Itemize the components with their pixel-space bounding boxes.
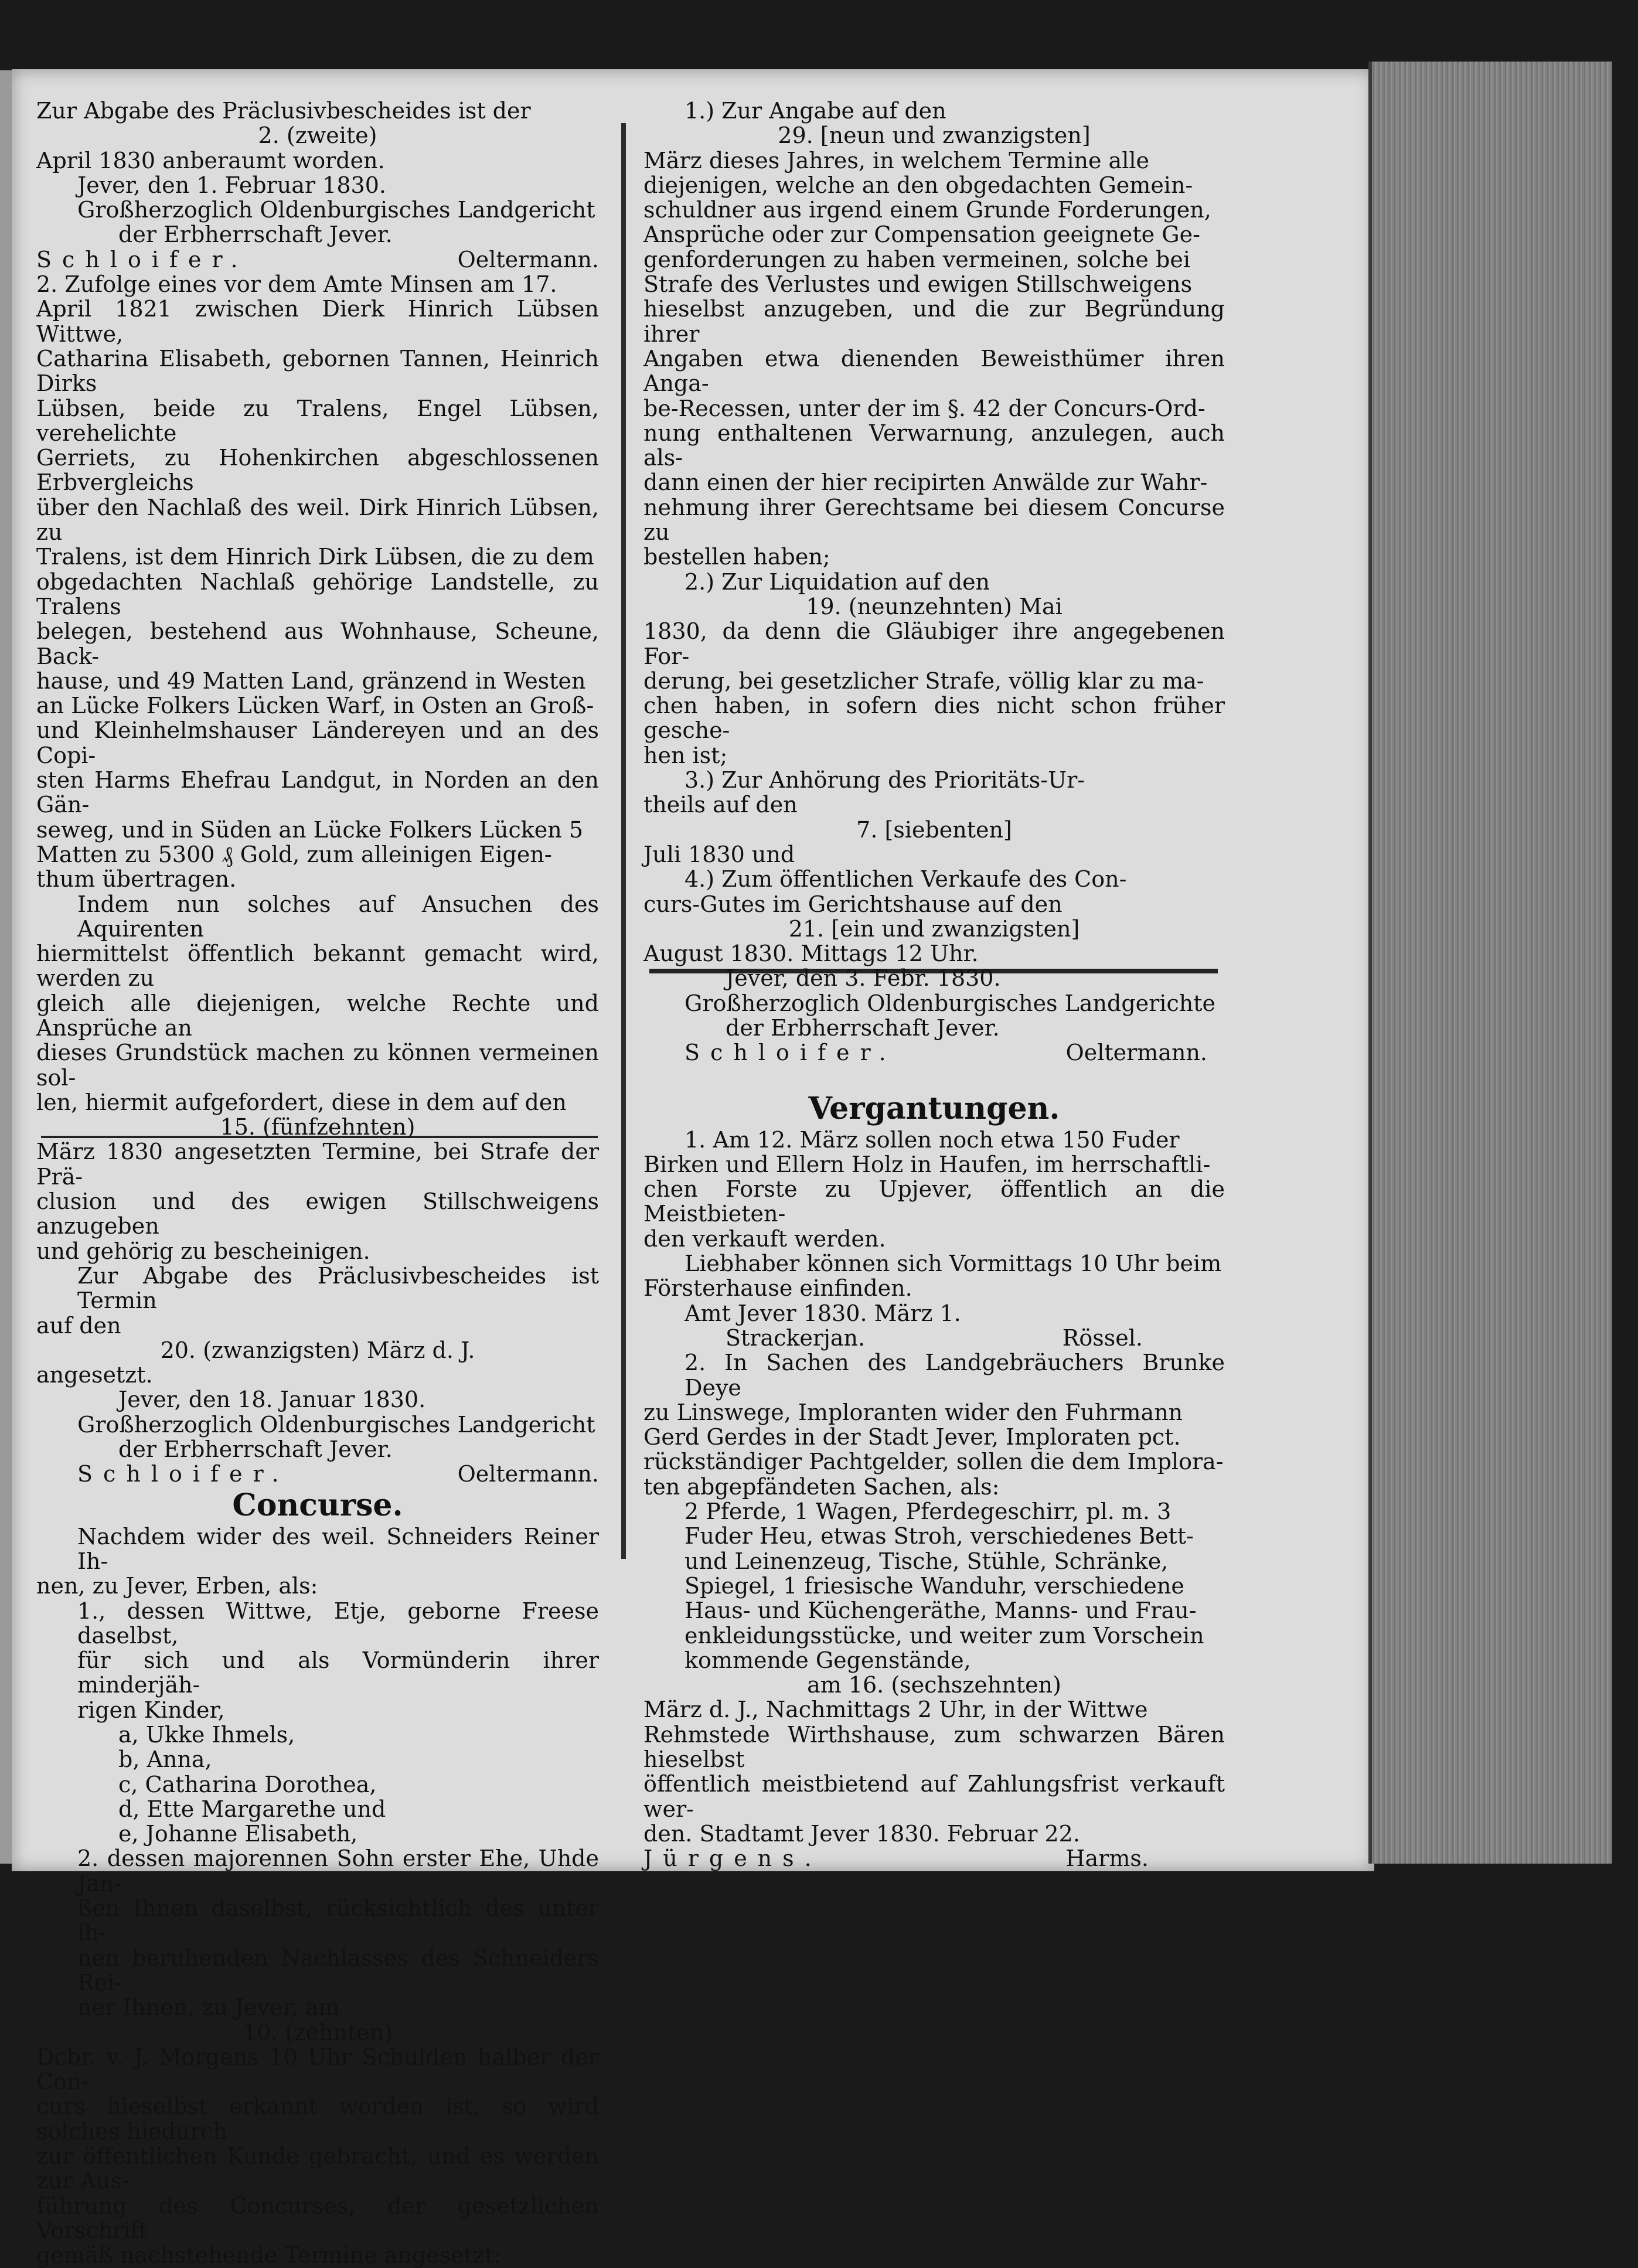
court-name: Großherzoglich Oldenburgisches Landgericht [77, 1411, 595, 1438]
text-line: thum übertragen. [36, 866, 237, 893]
list-item: e, Johanne Elisabeth, [118, 1821, 358, 1847]
signature: Rössel. [1062, 1324, 1143, 1351]
list-item: b, Anna, [118, 1746, 212, 1773]
text-line: 1.) Zur Angabe auf den [685, 98, 946, 124]
court-name: Großherzoglich Oldenburgisches Landgerichte [685, 990, 1215, 1016]
place-date: den. Stadtamt Jever 1830. Februar 22. [643, 1820, 1080, 1847]
text-line: öffentlich meistbietend auf Zahlungsfrist verkauft wer- [643, 1771, 1225, 1822]
text-line: Matten zu 5300 ₰ Gold, zum alleinigen Eigen- [36, 841, 552, 867]
text-line: März d. J., Nachmittags 2 Uhr, in der Wittwe [643, 1697, 1148, 1723]
signatures [36, 1462, 599, 1486]
text-line: zu Linswege, Imploranten wider den Fuhrmann [643, 1399, 1183, 1425]
text-line: Lübsen, beide zu Tralens, Engel Lübsen, verehelichte [36, 395, 599, 446]
text-line: curs-Gutes im Gerichtshause auf den [643, 891, 1063, 917]
left-column [36, 98, 599, 2268]
text-line: Indem nun solches auf Ansuchen des Aquirenten [77, 891, 599, 942]
signature: Oeltermann. [457, 246, 599, 273]
list-item: c, Catharina Dorothea, [118, 1771, 377, 1797]
text-line: 1. Am 12. März sollen noch etwa 150 Fuder [685, 1126, 1180, 1153]
text-line: be-Recessen, unter der im §. 42 der Concurs-Ord- [643, 395, 1205, 421]
column-rule [621, 123, 626, 1559]
signatures [643, 1326, 1225, 1350]
list-item: nen beruhenden Nachlasses des Schneiders Rei- [77, 1945, 599, 1995]
text-line: theils auf den [643, 792, 798, 818]
text-line: Juli 1830 und [643, 841, 795, 867]
signature: Schloifer. [77, 1461, 290, 1487]
list-item: für sich und als Vormünderin ihrer minderjäh- [77, 1647, 599, 1698]
text-line: Zur Abgabe des Präclusivbescheides ist der [36, 98, 531, 124]
list-item: a, Ukke Ihmels, [118, 1722, 295, 1748]
text-line: nehmung ihrer Gerechtsame bei diesem Concurse zu [643, 494, 1225, 546]
text-line: 2. In Sachen des Landgebräuchers Brunke Deye [685, 1350, 1225, 1401]
text-line: hiermittelst öffentlich bekannt gemacht wird, werden zu [36, 941, 599, 992]
court-name: der Erbherrschaft Jever. [118, 1436, 393, 1463]
text-line: Angaben etwa dienenden Beweisthümer ihren Anga- [643, 345, 1225, 397]
signature: Jürgens. [643, 1845, 822, 1872]
text-line: bestellen haben; [643, 544, 830, 570]
place-date: Jever, den 18. Januar 1830. [118, 1387, 426, 1413]
text-line: belegen, bestehend aus Wohnhause, Scheune, Back- [36, 618, 599, 669]
signature: Schloifer. [36, 246, 248, 273]
text-line: an Lücke Folkers Lücken Warf, in Osten an Groß- [36, 693, 594, 719]
text-line: März dieses Jahres, in welchem Termine alle [643, 147, 1149, 173]
list-item: rigen Kinder, [77, 1697, 225, 1723]
text-line: Haus- und Küchengeräthe, Manns- und Frau- [685, 1598, 1197, 1624]
text-line: Ansprüche oder zur Compensation geeignete Ge- [643, 222, 1200, 248]
signature: Strackerjan. [726, 1324, 866, 1351]
date-line: am 16. (sechszehnten) [807, 1672, 1061, 1698]
date-line: 10. (zehnten) [243, 2019, 393, 2045]
text-line: Tralens, ist dem Hinrich Dirk Lübsen, die zu dem [36, 544, 594, 570]
signature: Harms. [1065, 1845, 1149, 1872]
text-line: 1830, da denn die Gläubiger ihre angegebenen For- [643, 618, 1225, 669]
text-line: den verkauft werden. [643, 1225, 886, 1252]
text-line: Nachdem wider des weil. Schneiders Reiner Ih- [77, 1523, 599, 1574]
text-line: dieses Grundstück machen zu können vermeinen sol- [36, 1040, 599, 1091]
text-line: hen ist; [643, 742, 728, 768]
date-line: 15. (fünfzehnten) [220, 1114, 416, 1140]
text-line: genforderungen zu haben vermeinen, solche bei [643, 246, 1190, 273]
text-line: dann einen der hier recipirten Anwälde zur Wahr- [643, 469, 1208, 496]
text-line: nung enthaltenen Verwarnung, anzulegen, auch als- [643, 420, 1225, 471]
text-line: schuldner aus irgend einem Grunde Forderungen, [643, 197, 1211, 223]
date-line: 20. (zwanzigsten) März d. J. [160, 1337, 475, 1363]
text-line: und Leinenzeug, Tische, Stühle, Schränke, [685, 1548, 1169, 1574]
text-line: Strafe des Verlustes und ewigen Stillschweigens [643, 271, 1193, 298]
signature: Oeltermann. [1065, 1040, 1207, 1066]
court-name: Großherzoglich Oldenburgisches Landgericht [77, 197, 595, 223]
text-line: 4.) Zum öffentlichen Verkaufe des Con- [685, 866, 1127, 893]
signature: Schloifer. [685, 1040, 897, 1066]
text-line: len, hiermit aufgefordert, diese in dem auf den [36, 1089, 567, 1115]
text-line: sten Harms Ehefrau Landgut, in Norden an den Gän- [36, 767, 599, 818]
court-name: der Erbherrschaft Jever. [726, 1014, 1000, 1041]
text-line: gemäß nachstehende Termine angesetzt: [36, 2242, 502, 2268]
date-line: 21. [ein und zwanzigsten] [788, 915, 1080, 942]
text-line: diejenigen, welche an den obgedachten Gemein- [643, 172, 1193, 198]
text-line: März 1830 angesetzten Termine, bei Strafe der Prä- [36, 1139, 599, 1190]
text-line: Försterhause einfinden. [643, 1275, 912, 1302]
text-line: Rehmstede Wirthshause, zum schwarzen Bären hieselbst [643, 1721, 1225, 1772]
text-line: nen, zu Jever, Erben, als: [36, 1573, 318, 1599]
text-line: Zur Abgabe des Präclusivbescheides ist Termin [77, 1262, 599, 1314]
text-line: und Kleinhelmshauser Ländereyen und an des Copi- [36, 717, 599, 768]
section-heading: Concurse. [232, 1487, 403, 1523]
signature: Oeltermann. [457, 1461, 599, 1487]
text-line: obgedachten Nachlaß gehörige Landstelle, zu Tralens [36, 568, 599, 619]
place-date: Jever, den 3. Febr. 1830. [726, 965, 1001, 992]
text-line: chen Forste zu Upjever, öffentlich an die Meistbieten- [643, 1176, 1225, 1227]
text-line: Catharina Elisabeth, gebornen Tannen, Heinrich Dirks [36, 345, 599, 397]
list-item: 1., dessen Wittwe, Etje, geborne Freese daselbst, [77, 1598, 599, 1649]
text-line: chen haben, in sofern dies nicht schon früher gesche- [643, 693, 1225, 744]
text-line: 2 Pferde, 1 Wagen, Pferdegeschirr, pl. m. 3 [685, 1499, 1172, 1525]
section-heading: Vergantungen. [808, 1090, 1060, 1126]
place-date: Jever, den 1. Februar 1830. [77, 172, 386, 198]
text-line: Spiegel, 1 friesische Wanduhr, verschiedene [685, 1572, 1184, 1599]
signatures [643, 1846, 1225, 1871]
text-line: hieselbst anzugeben, und die zur Begründung ihrer [643, 296, 1225, 347]
place-date: Amt Jever 1830. März 1. [685, 1300, 961, 1326]
text-line: Fuder Heu, etwas Stroh, verschiedenes Bett- [685, 1523, 1194, 1550]
text-line: Gerd Gerdes in der Stadt Jever, Imploraten pct. [643, 1424, 1181, 1450]
left-page-edge [0, 70, 12, 1864]
date-line: 29. [neun und zwanzigsten] [778, 122, 1091, 149]
list-item: 2. dessen majorennen Sohn erster Ehe, Uhde Jan- [77, 1845, 599, 1896]
text-line: gleich alle diejenigen, welche Rechte und Ansprüche an [36, 990, 599, 1041]
text-line: curs hieselbst erkannt worden ist, so wird solches hiedurch [36, 2093, 599, 2144]
page-edges [1368, 62, 1612, 1864]
text-line: über den Nachlaß des weil. Dirk Hinrich Lübsen, zu [36, 494, 599, 546]
text-line: hause, und 49 Matten Land, gränzend in Westen [36, 668, 586, 694]
signatures [36, 247, 599, 272]
text-line: enkleidungsstücke, und weiter zum Vorschein [685, 1622, 1204, 1649]
date-line: 2. (zweite) [258, 122, 377, 149]
text-line: und gehörig zu bescheinigen. [36, 1238, 370, 1264]
text-line: clusion und des ewigen Stillschweigens anzugeben [36, 1189, 599, 1239]
list-item: ßen Ihnen daselbst, rücksichtlich des unter ih- [77, 1895, 599, 1946]
text-line: kommende Gegenstände, [685, 1647, 971, 1673]
text-line: Dcbr. v. J. Morgens 10 Uhr Schulden halber der Con- [36, 2044, 599, 2095]
text-line: 3.) Zur Anhörung des Prioritäts-Ur- [685, 767, 1085, 794]
text-line: rückständiger Pachtgelder, sollen die dem Implora- [643, 1449, 1224, 1475]
text-line: angesetzt. [36, 1362, 153, 1388]
right-column [643, 98, 1225, 1871]
date-line: 7. [siebenten] [856, 816, 1012, 843]
text-line: ten abgepfändeten Sachen, als: [643, 1473, 1000, 1500]
text-line: August 1830. Mittags 12 Uhr. [643, 941, 979, 967]
text-line: 2.) Zur Liquidation auf den [685, 568, 990, 595]
text-line: Birken und Ellern Holz in Haufen, im herrschaftli- [643, 1151, 1211, 1177]
date-line: 19. (neunzehnten) Mai [806, 593, 1063, 619]
text-line: 2. Zufolge eines vor dem Amte Minsen am 17. [36, 271, 557, 298]
text-line: derung, bei gesetzlicher Strafe, völlig klar zu ma- [643, 668, 1204, 694]
text-line: zur öffentlichen Kunde gebracht, und es werden zur Aus- [36, 2143, 599, 2194]
text-line: April 1830 anberaumt worden. [36, 147, 385, 173]
signatures [643, 1040, 1225, 1065]
text-line: Liebhaber können sich Vormittags 10 Uhr beim [685, 1251, 1222, 1277]
text-line: Gerriets, zu Hohenkirchen abgeschlossenen Erbvergleichs [36, 445, 599, 496]
list-item: ner Ihnen, zu Jever, am [77, 1994, 340, 2021]
text-line: führung des Concurses, der gesetzlichen Vorschrift [36, 2192, 599, 2243]
court-name: der Erbherrschaft Jever. [118, 222, 393, 248]
text-line: auf den [36, 1312, 121, 1339]
text-line: seweg, und in Süden an Lücke Folkers Lücken 5 [36, 816, 584, 843]
list-item: d, Ette Margarethe und [118, 1796, 386, 1822]
text-line: April 1821 zwischen Dierk Hinrich Lübsen Wittwe, [36, 296, 599, 347]
